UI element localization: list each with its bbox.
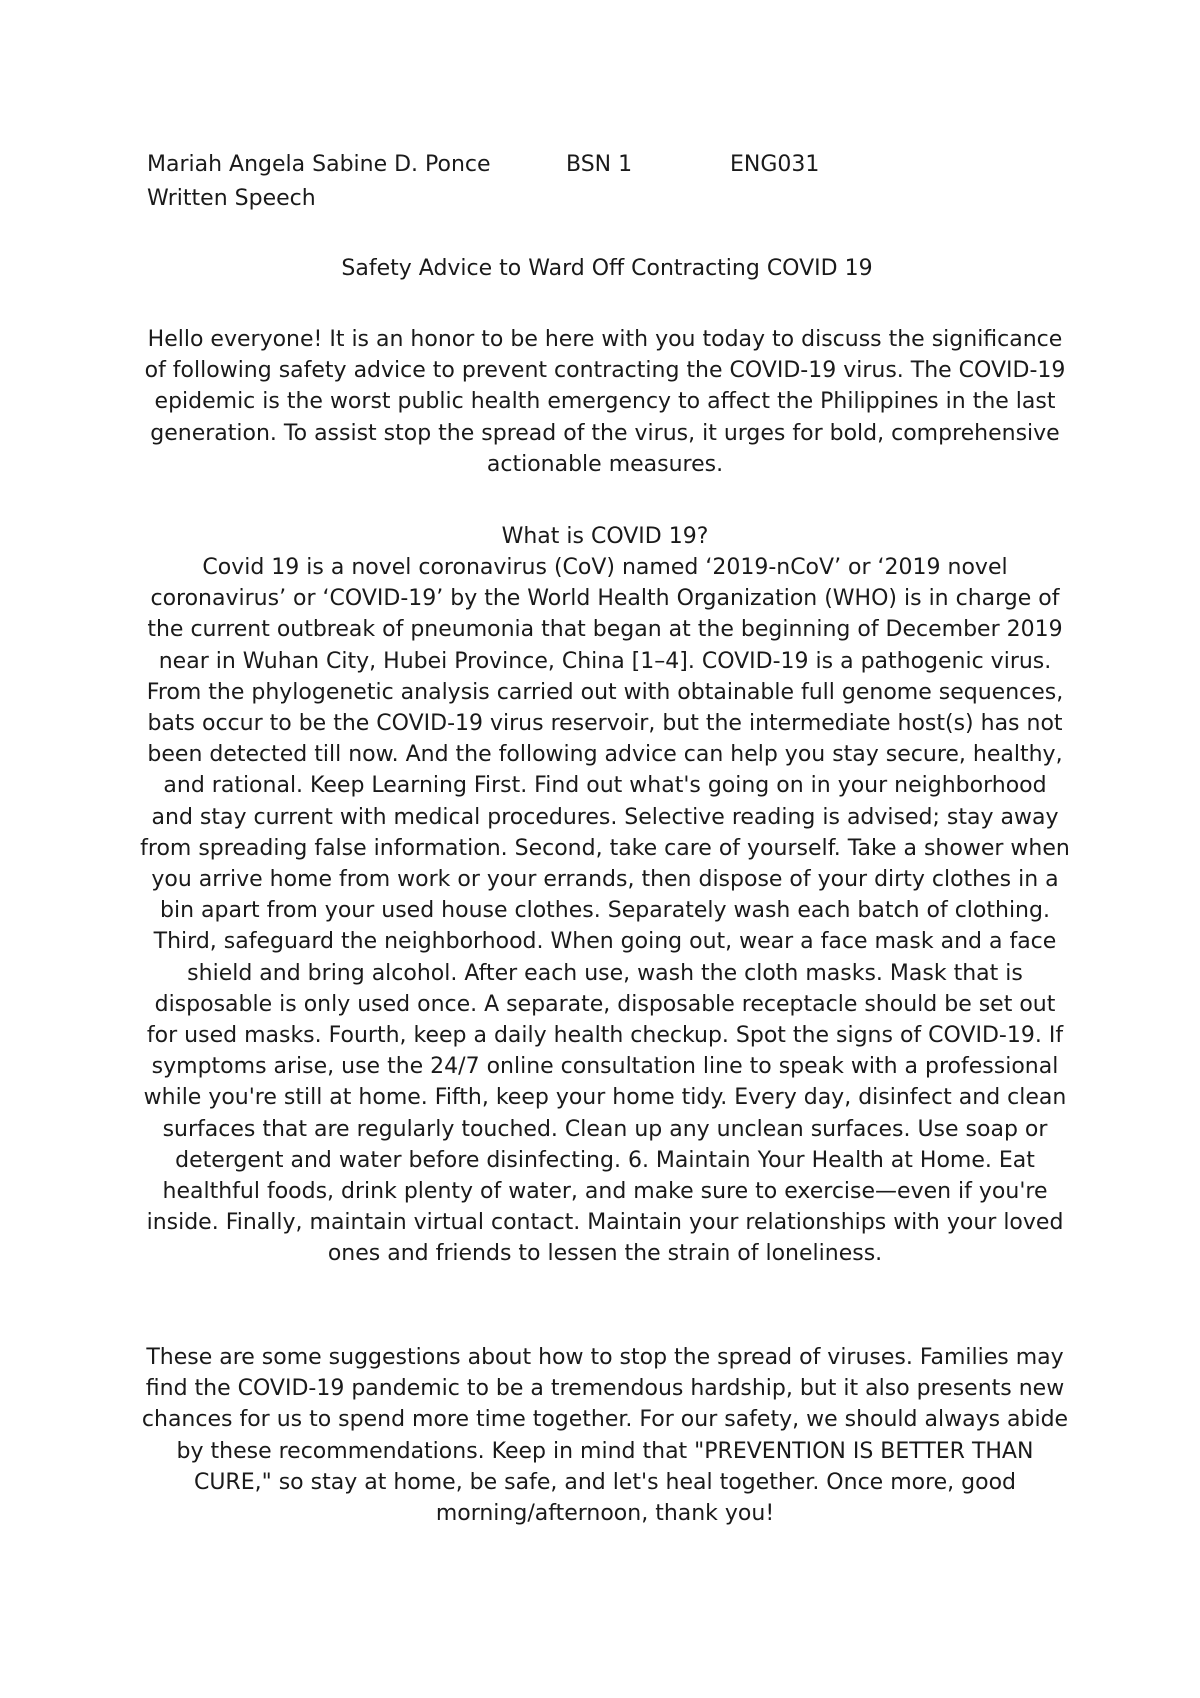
section-heading: What is COVID 19? bbox=[501, 524, 709, 549]
intro-paragraph: Hello everyone! It is an honor to be here with you today to discuss the significance of following safety advice to prevent contracting the COVID-19 virus. The COVID-19 epidemic is the worst public health emergency to affect the Philippines in the last generation. To assist stop the spread of the virus, it urges for bold, comprehensive actionable measures. bbox=[144, 327, 1066, 477]
speech-title: Safety Advice to Ward Off Contracting COVID 19 bbox=[341, 256, 873, 281]
author-name: Mariah Angela Sabine D. Ponce bbox=[147, 152, 491, 177]
closing-paragraph: These are some suggestions about how to stop the spread of viruses. Families may find the COVID-19 pandemic to be a tremendous hardship, but it also presents new chances for us to spend more time together. For our safety, we should always abide by these recommendations. Keep in mind that "PREVENTION IS BETTER THAN CURE," so stay at home, be safe, and let's heal together. Once more, good morning/afternoon, thank you! bbox=[141, 1345, 1069, 1527]
document-type: Written Speech bbox=[147, 186, 316, 211]
header-row bbox=[147, 148, 1047, 182]
course-label: BSN 1 bbox=[566, 152, 633, 177]
course-code: ENG031 bbox=[730, 152, 820, 177]
body-paragraph: Covid 19 is a novel coronavirus (CoV) named ‘2019-nCoV’ or ‘2019 novel coronavirus’ or ‘COVID-19’ by the World Health Organization (WHO) is in charge of the current outbreak of pneumonia that began at the beginning of December 2019 near in Wuhan City, Hubei Province, China [1–4]. COVID-19 is a pathogenic virus. From the phylogenetic analysis carried out with obtainable full genome sequences, bats occur to be the COVID-19 virus reservoir, but the intermediate host(s) has not been detected till now. And the following advice can help you stay secure, healthy, and rational. Keep Learning First. Find out what's going on in your neighborhood and stay current with medical procedures. Selective reading is advised; stay away from spreading false information. Second, take care of yourself. Take a shower when you arrive home from work or your errands, then dispose of your dirty clothes in a bin apart from your used house clothes. Separately wash each batch of clothing. Third, safeguard the neighborhood. When going out, wear a face mask and a face shield and bring alcohol. After each use, wash the cloth masks. Mask that is disposable is only used once. A separate, disposable receptacle should be set out for used masks. Fourth, keep a daily health checkup. Spot the signs of COVID-19. If symptoms arise, use the 24/7 online consultation line to speak with a professional while you're still at home. Fifth, keep your home tidy. Every day, disinfect and clean surfaces that are regularly touched. Clean up any unclean surfaces. Use soap or detergent and water before disinfecting. 6. Maintain Your Health at Home. Eat healthful foods, drink plenty of water, and make sure to exercise—even if you're inside. Finally, maintain virtual contact. Maintain your relationships with your loved ones and friends to lessen the strain of loneliness. bbox=[140, 555, 1070, 1267]
